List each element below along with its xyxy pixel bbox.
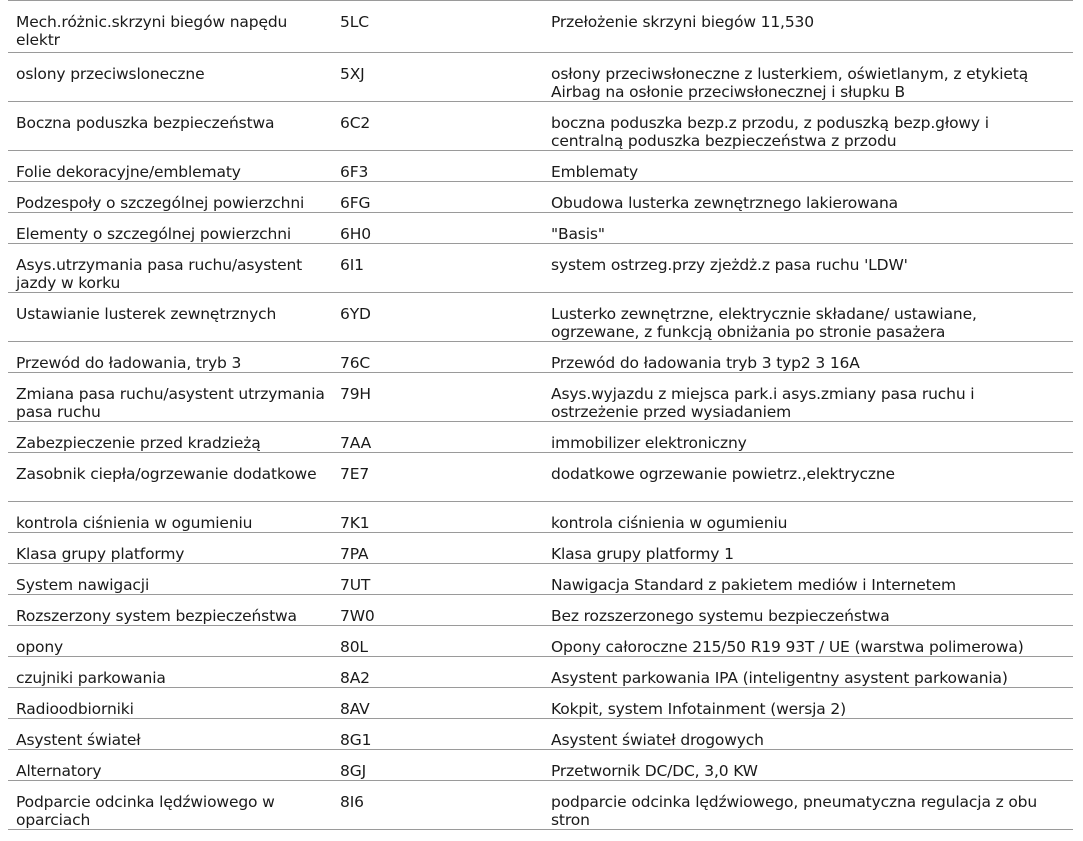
feature-name: Rozszerzony system bezpieczeństwa	[16, 607, 297, 625]
feature-name: Asys.utrzymania pasa ruchu/asystent jazdy w korku	[16, 256, 303, 292]
feature-code: 6H0	[340, 225, 371, 243]
feature-code: 5XJ	[340, 65, 365, 83]
feature-description: immobilizer elektroniczny	[551, 434, 747, 452]
feature-name: Podzespoły o szczególnej powierzchni	[16, 194, 305, 212]
table-row	[8, 1, 1073, 53]
feature-description: "Basis"	[551, 225, 605, 243]
feature-name: Zasobnik ciepła/ogrzewanie dodatkowe	[16, 465, 317, 483]
table-row	[8, 151, 1073, 182]
feature-name: Alternatory	[16, 762, 102, 780]
feature-code: 76C	[340, 354, 371, 372]
table-row	[8, 657, 1073, 688]
table-row	[8, 533, 1073, 564]
feature-code: 8A2	[340, 669, 370, 687]
table-row	[8, 342, 1073, 373]
feature-code: 6YD	[340, 305, 371, 323]
feature-description: Asys.wyjazdu z miejsca park.i asys.zmiany pasa ruchu i ostrzeżenie przed wysiadaniem	[551, 385, 975, 421]
feature-description: Lusterko zewnętrzne, elektrycznie składane/ ustawiane, ogrzewane, z funkcją obniżania po stronie pasażera	[551, 305, 977, 341]
table-row	[8, 564, 1073, 595]
feature-code: 6F3	[340, 163, 369, 181]
feature-code: 7W0	[340, 607, 375, 625]
feature-description: Bez rozszerzonego systemu bezpieczeństwa	[551, 607, 890, 625]
feature-description: osłony przeciwsłoneczne z lusterkiem, oświetlanym, z etykietą Airbag na osłonie przeciwsłonecznej i słupku B	[551, 65, 1029, 101]
feature-name: Zabezpieczenie przed kradzieżą	[16, 434, 261, 452]
feature-description: Asystent parkowania IPA (inteligentny asystent parkowania)	[551, 669, 1008, 687]
table-row	[8, 373, 1073, 422]
feature-code: 7K1	[340, 514, 370, 532]
table-row	[8, 688, 1073, 719]
feature-name: Przewód do ładowania, tryb 3	[16, 354, 242, 372]
feature-name: Asystent świateł	[16, 731, 141, 749]
feature-name: Mech.różnic.skrzyni biegów napędu elektr	[16, 13, 288, 49]
feature-name: opony	[16, 638, 64, 656]
feature-description: Kokpit, system Infotainment (wersja 2)	[551, 700, 847, 718]
feature-description: system ostrzeg.przy zjeżdż.z pasa ruchu 'LDW'	[551, 256, 908, 274]
feature-code: 7AA	[340, 434, 372, 452]
feature-code: 7PA	[340, 545, 369, 563]
feature-description: kontrola ciśnienia w ogumieniu	[551, 514, 788, 532]
feature-name: Folie dekoracyjne/emblematy	[16, 163, 241, 181]
feature-description: Nawigacja Standard z pakietem mediów i Internetem	[551, 576, 956, 594]
table-row	[8, 244, 1073, 293]
feature-name: System nawigacji	[16, 576, 150, 594]
table-row	[8, 453, 1073, 502]
table-row	[8, 781, 1073, 830]
feature-name: Elementy o szczególnej powierzchni	[16, 225, 292, 243]
table-row	[8, 213, 1073, 244]
table-row	[8, 502, 1073, 533]
feature-code: 6FG	[340, 194, 371, 212]
feature-description: podparcie odcinka lędźwiowego, pneumatyczna regulacja z obu stron	[551, 793, 1038, 829]
feature-code: 7UT	[340, 576, 371, 594]
table-row	[8, 750, 1073, 781]
table-row	[8, 53, 1073, 102]
feature-code: 8AV	[340, 700, 370, 718]
feature-name: Zmiana pasa ruchu/asystent utrzymania pasa ruchu	[16, 385, 325, 421]
feature-description: Przetwornik DC/DC, 3,0 KW	[551, 762, 758, 780]
table-row	[8, 626, 1073, 657]
feature-code: 80L	[340, 638, 368, 656]
feature-code: 6C2	[340, 114, 371, 132]
feature-description: Przewód do ładowania tryb 3 typ2 3 16A	[551, 354, 860, 372]
feature-description: Klasa grupy platformy 1	[551, 545, 734, 563]
feature-description: Przełożenie skrzyni biegów 11,530	[551, 13, 814, 31]
table-row	[8, 422, 1073, 453]
feature-code: 8G1	[340, 731, 372, 749]
table-row	[8, 182, 1073, 213]
feature-name: Ustawianie lusterek zewnętrznych	[16, 305, 277, 323]
feature-code: 8I6	[340, 793, 364, 811]
feature-name: czujniki parkowania	[16, 669, 166, 687]
feature-code: 5LC	[340, 13, 369, 31]
feature-description: boczna poduszka bezp.z przodu, z poduszką bezp.głowy i centralną poduszka bezpieczeństwa z przodu	[551, 114, 989, 150]
table-row	[8, 719, 1073, 750]
feature-name: Radioodbiorniki	[16, 700, 134, 718]
feature-description: Emblematy	[551, 163, 639, 181]
feature-description: Asystent świateł drogowych	[551, 731, 764, 749]
table-row	[8, 102, 1073, 151]
feature-code: 7E7	[340, 465, 370, 483]
table-row	[8, 595, 1073, 626]
feature-description: Opony całoroczne 215/50 R19 93T / UE (warstwa polimerowa)	[551, 638, 1024, 656]
feature-code: 8GJ	[340, 762, 366, 780]
feature-description: Obudowa lusterka zewnętrznego lakierowana	[551, 194, 898, 212]
feature-name: oslony przeciwsloneczne	[16, 65, 205, 83]
equipment-table	[8, 0, 1073, 830]
table-row	[8, 293, 1073, 342]
feature-code: 6I1	[340, 256, 364, 274]
feature-name: kontrola ciśnienia w ogumieniu	[16, 514, 253, 532]
feature-name: Podparcie odcinka lędźwiowego w oparciach	[16, 793, 275, 829]
feature-name: Klasa grupy platformy	[16, 545, 185, 563]
feature-description: dodatkowe ogrzewanie powietrz.,elektryczne	[551, 465, 895, 483]
feature-name: Boczna poduszka bezpieczeństwa	[16, 114, 275, 132]
feature-code: 79H	[340, 385, 371, 403]
